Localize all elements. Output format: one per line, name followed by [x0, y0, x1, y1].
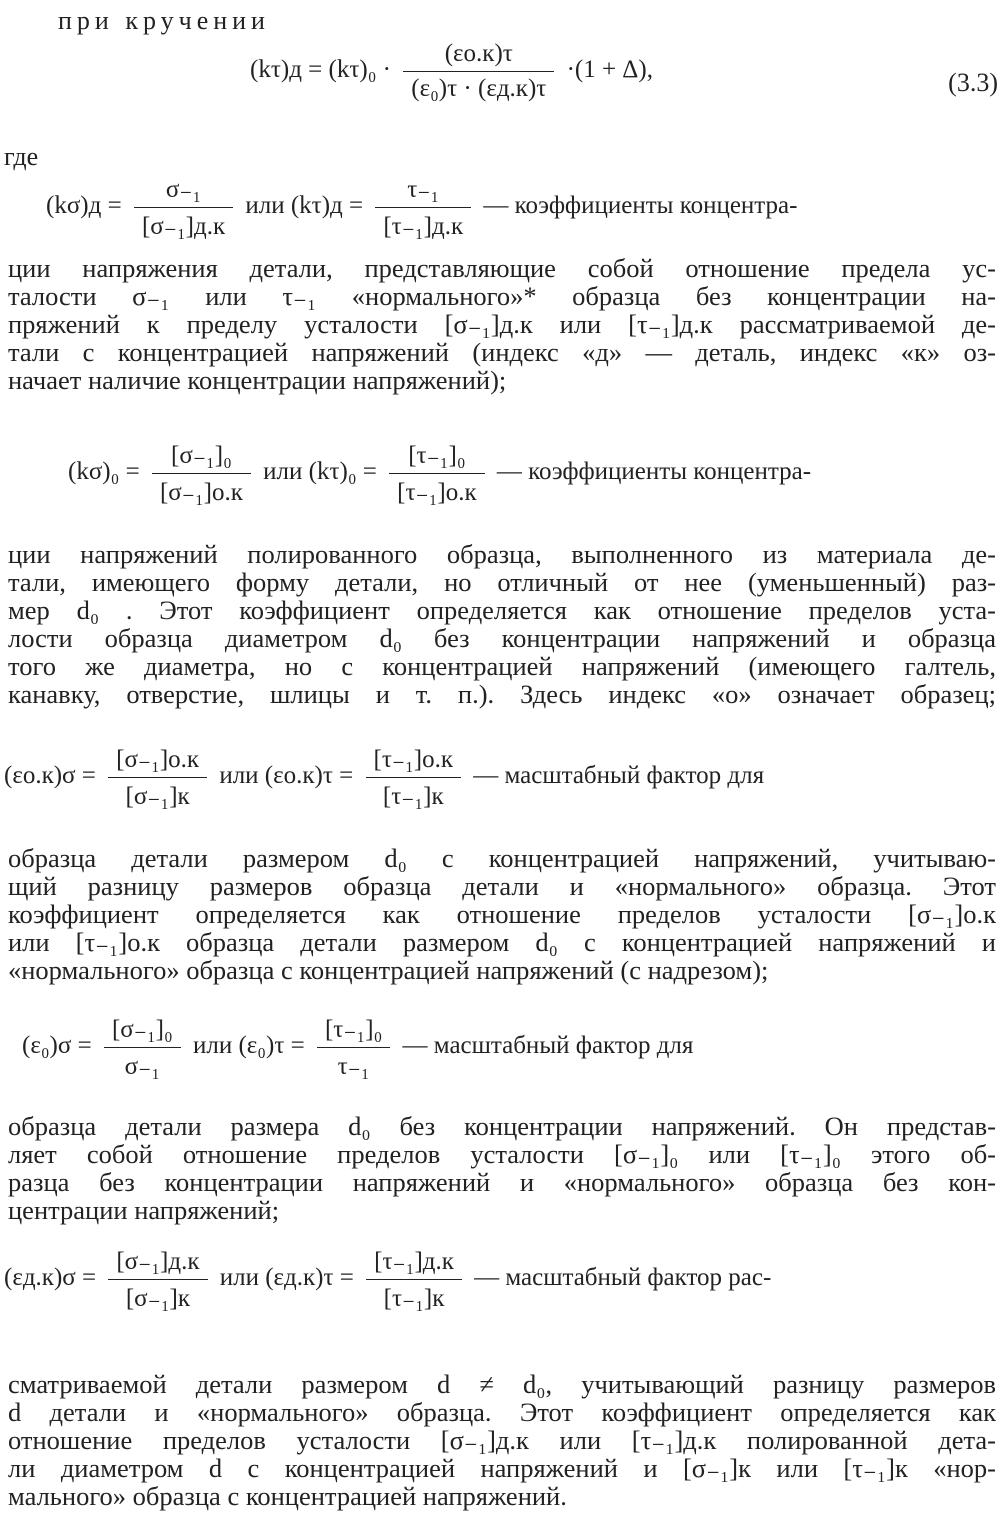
equation-eps-ok — [4, 744, 764, 811]
k0-fraction-tau — [389, 440, 485, 507]
edk-num-sigma: [σ₋₁]д.к — [108, 1246, 207, 1280]
edk-tail: — масштабный фактор рас- — [474, 1264, 772, 1292]
eq33-fraction — [403, 40, 554, 103]
para2-line: мер d₀ . Этот коэффициент определяется как отношение пределов уста- — [8, 595, 996, 625]
edk-den-tau: [τ₋₁]к — [383, 1285, 445, 1312]
para3-line: или [τ₋₁]о.к образца детали размером d₀ с концентрацией напряжений и — [8, 927, 996, 957]
k0-num-tau: [τ₋₁]₀ — [389, 440, 485, 474]
e0-fraction-tau — [317, 1014, 390, 1081]
eq33-denominator: (ε₀)τ · (εд.к)τ — [411, 75, 547, 102]
para4-line: центрации напряжений; — [8, 1195, 280, 1225]
kd-num-tau: τ₋₁ — [375, 174, 471, 208]
k0-tail: — коэффициенты концентра- — [496, 458, 812, 486]
k0-den-sigma: [σ₋₁]о.к — [159, 479, 243, 506]
paragraph-2 — [8, 540, 996, 708]
kd-fraction-tau — [375, 174, 471, 241]
kd-tail: — коэффициенты концентра- — [483, 192, 798, 220]
k0-lhs-sigma: (kσ)₀ = — [68, 458, 140, 486]
eok-lhs-tau: (εо.к)τ = — [264, 762, 354, 790]
eok-num-sigma: [σ₋₁]о.к — [108, 744, 207, 778]
equation-3-3 — [250, 40, 653, 103]
para2-line: лости образца диаметром d₀ без концентрации напряжений и образца — [8, 623, 996, 653]
para1-line: талости σ₋₁ или τ₋₁ «нормального»* образца без концентрации на- — [8, 281, 996, 311]
eq33-lhs: (kτ)д = (kτ)₀ · — [250, 56, 392, 84]
edk-lhs-sigma: (εд.к)σ = — [4, 1264, 97, 1292]
eok-lhs-sigma: (εо.к)σ = — [4, 762, 96, 790]
eok-or: или — [219, 762, 259, 790]
para1-line: ции напряжения детали, представляющие собой отношение предела ус- — [8, 253, 996, 283]
para4-line: ляет собой отношение пределов усталости [σ₋₁]₀ или [τ₋₁]₀ этого об- — [8, 1139, 996, 1169]
para5-line: отношение пределов усталости [σ₋₁]д.к или [τ₋₁]д.к полированной дета- — [8, 1425, 996, 1455]
edk-or: или — [219, 1264, 259, 1292]
paragraph-5 — [8, 1370, 996, 1510]
k0-lhs-tau: (kτ)₀ = — [308, 458, 377, 486]
para3-line: образца детали размером d₀ с концентрацией напряжений, учитываю- — [8, 843, 996, 873]
k0-fraction-sigma — [152, 440, 251, 507]
e0-or: или — [192, 1032, 233, 1060]
edk-num-tau: [τ₋₁]д.к — [366, 1246, 462, 1280]
eok-fraction-tau — [366, 744, 462, 811]
edk-den-sigma: [σ₋₁]к — [125, 1285, 191, 1312]
e0-den-sigma: σ₋₁ — [124, 1053, 161, 1080]
para1-line: тали с концентрацией напряжений (индекс «д» — деталь, индекс «к» оз- — [8, 337, 996, 367]
section-heading: при кручении — [58, 6, 270, 35]
e0-num-tau: [τ₋₁]₀ — [317, 1014, 390, 1048]
equation-eps-zero — [22, 1014, 693, 1081]
edk-lhs-tau: (εд.к)τ = — [265, 1264, 354, 1292]
edk-fraction-sigma — [108, 1246, 207, 1313]
kd-or: или — [245, 192, 285, 220]
kd-lhs-sigma: (kσ)д = — [46, 192, 122, 220]
k0-or: или — [263, 458, 303, 486]
e0-lhs-sigma: (ε₀)σ = — [22, 1032, 92, 1060]
e0-den-tau: τ₋₁ — [337, 1053, 370, 1080]
para2-line: того же диаметра, но с концентрацией напряжений (имеющего галтель, — [8, 651, 996, 681]
eok-tail: — масштабный фактор для — [473, 762, 765, 790]
eok-num-tau: [τ₋₁]о.к — [366, 744, 462, 778]
edk-fraction-tau — [366, 1246, 462, 1313]
kd-lhs-tau: (kτ)д = — [290, 192, 364, 220]
e0-lhs-tau: (ε₀)τ = — [238, 1032, 305, 1060]
para5-line: сматриваемой детали размером d ≠ d₀, учитывающий разницу размеров — [8, 1369, 996, 1399]
kd-den-tau: [τ₋₁]д.к — [383, 213, 464, 240]
paragraph-1 — [8, 254, 996, 394]
e0-tail: — масштабный фактор для — [402, 1032, 694, 1060]
eq33-tail: ·(1 + Δ), — [566, 56, 653, 84]
paragraph-3 — [8, 844, 996, 984]
eq33-numerator: (εо.к)τ — [403, 40, 554, 72]
k0-num-sigma: [σ₋₁]₀ — [152, 440, 251, 474]
e0-fraction-sigma — [104, 1014, 181, 1081]
para2-line: ции напряжений полированного образца, выполненного из материала де- — [8, 539, 996, 569]
para1-line: начает наличие концентрации напряжений); — [8, 365, 507, 395]
equation-eps-dk — [4, 1246, 771, 1313]
eok-fraction-sigma — [108, 744, 207, 811]
para3-line: «нормального» образца с концентрацией напряжений (с надрезом); — [8, 955, 769, 985]
para5-line: ли диаметром d с концентрацией напряжений и [σ₋₁]к или [τ₋₁]к «нор- — [8, 1453, 996, 1483]
para4-line: разца без концентрации напряжений и «нормального» образца без кон- — [8, 1167, 996, 1197]
kd-fraction-sigma — [134, 174, 233, 241]
k0-den-tau: [τ₋₁]о.к — [397, 479, 477, 506]
equation-number: (3.3) — [948, 68, 998, 97]
equation-k-zero — [68, 440, 811, 507]
para4-line: образца детали размера d₀ без концентрации напряжений. Он представ- — [8, 1111, 996, 1141]
where-word: где — [4, 142, 39, 171]
eok-den-sigma: [σ₋₁]к — [125, 783, 190, 810]
kd-den-sigma: [σ₋₁]д.к — [141, 213, 226, 240]
para2-line: тали, имеющего форму детали, но отличный от нее (уменьшенный) раз- — [8, 567, 996, 597]
e0-num-sigma: [σ₋₁]₀ — [104, 1014, 181, 1048]
para5-line: мального» образца с концентрацией напряжений. — [8, 1481, 567, 1511]
para3-line: щий разницу размеров образца детали и «нормального» образца. Этот — [8, 871, 996, 901]
kd-num-sigma: σ₋₁ — [134, 174, 233, 208]
para3-line: коэффициент определяется как отношение пределов усталости [σ₋₁]о.к — [8, 899, 996, 929]
para1-line: пряжений к пределу усталости [σ₋₁]д.к или [τ₋₁]д.к рассматриваемой де- — [8, 309, 996, 339]
paragraph-4 — [8, 1112, 996, 1224]
para2-line: канавку, отверстие, шлицы и т. п.). Здесь индекс «о» означает образец; — [8, 679, 996, 709]
para5-line: d детали и «нормального» образца. Этот коэффициент определяется как — [8, 1397, 996, 1427]
eok-den-tau: [τ₋₁]к — [382, 783, 444, 810]
equation-k-detail — [46, 174, 797, 241]
